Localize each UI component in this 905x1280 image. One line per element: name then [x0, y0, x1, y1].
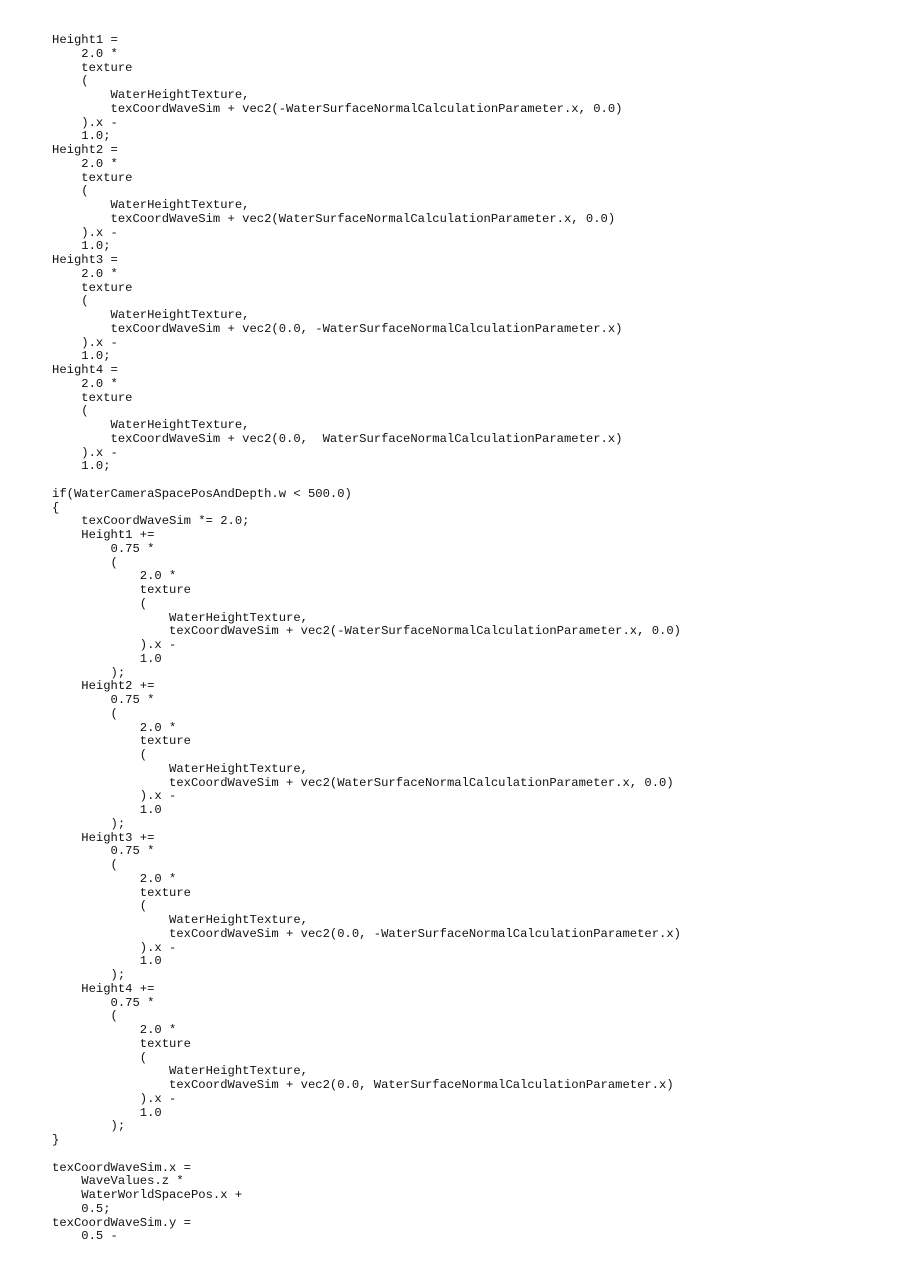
code-line — [52, 1148, 681, 1162]
code-line: 1.0; — [52, 239, 111, 254]
code-line: 1.0 — [52, 803, 162, 817]
code-line: 2.0 * — [52, 266, 118, 281]
code-line: Height3 = — [52, 253, 118, 267]
code-line: ( — [52, 74, 89, 89]
code-line: texCoordWaveSim + vec2(0.0, -WaterSurfaceNormalCalculationParameter.x) — [52, 926, 681, 941]
code-line: Height3 += — [52, 830, 155, 845]
code-line: } — [52, 1133, 60, 1147]
code-line: texCoordWaveSim + vec2(WaterSurfaceNormalCalculationParameter.x, 0.0) — [52, 211, 616, 226]
code-line: WaterHeightTexture, — [52, 761, 308, 776]
code-line: Height1 += — [52, 528, 155, 542]
code-line: ).x - — [52, 1091, 177, 1106]
code-line: 1.0; — [52, 459, 111, 474]
code-line: texture — [52, 885, 191, 900]
code-line: ); — [52, 968, 126, 982]
code-line: 2.0 * — [52, 720, 177, 735]
code-line: texCoordWaveSim + vec2(0.0, -WaterSurfaceNormalCalculationParameter.x) — [52, 321, 623, 336]
code-line: ).x - — [52, 225, 118, 240]
code-line: texture — [52, 170, 133, 185]
code-line: texture — [52, 390, 133, 405]
code-line — [52, 474, 681, 488]
code-line: ); — [52, 1119, 126, 1134]
code-line: ( — [52, 899, 148, 914]
code-line: ( — [52, 858, 118, 872]
code-line: texCoordWaveSim.y = — [52, 1215, 191, 1230]
code-line: texture — [52, 1036, 191, 1051]
code-line: ).x - — [52, 940, 177, 955]
code-line: WaterHeightTexture, — [52, 610, 308, 625]
code-line: 1.0; — [52, 349, 111, 364]
code-line: WaterWorldSpacePos.x + — [52, 1188, 243, 1202]
code-line: texCoordWaveSim *= 2.0; — [52, 514, 250, 529]
code-line: Height4 += — [52, 981, 155, 996]
code-line: WaterHeightTexture, — [52, 198, 250, 212]
code-line: Height2 += — [52, 679, 155, 694]
code-line: ( — [52, 555, 118, 570]
code-line: if(WaterCameraSpacePosAndDepth.w < 500.0) — [52, 486, 352, 501]
code-line: 2.0 * — [52, 1023, 177, 1037]
code-line: Height4 = — [52, 363, 118, 377]
code-line: 1.0 — [52, 1105, 162, 1120]
code-line: WaterHeightTexture, — [52, 308, 250, 322]
code-line: ( — [52, 1050, 148, 1065]
code-line: 2.0 * — [52, 46, 118, 61]
code-line: ( — [52, 404, 89, 419]
code-line: WaterHeightTexture, — [52, 418, 250, 432]
code-line: texCoordWaveSim + vec2(0.0, WaterSurfaceNormalCalculationParameter.x) — [52, 431, 623, 446]
code-line: 0.5; — [52, 1201, 111, 1216]
code-line: ).x - — [52, 789, 177, 804]
code-line: 2.0 * — [52, 156, 118, 171]
code-line: ( — [52, 596, 148, 611]
code-line: ( — [52, 748, 148, 762]
code-line: Height2 = — [52, 143, 118, 157]
code-line: 0.75 * — [52, 995, 155, 1010]
code-line: 2.0 * — [52, 376, 118, 391]
code-line: texture — [52, 60, 133, 75]
code-line: texture — [52, 583, 191, 597]
code-line: WaterHeightTexture, — [52, 88, 250, 102]
code-line: texCoordWaveSim.x = — [52, 1160, 191, 1175]
code-line: texCoordWaveSim + vec2(-WaterSurfaceNormalCalculationParameter.x, 0.0) — [52, 101, 623, 116]
code-line: 2.0 * — [52, 871, 177, 886]
code-line: texture — [52, 280, 133, 295]
code-line: ).x - — [52, 638, 177, 652]
code-line: WaveValues.z * — [52, 1174, 184, 1189]
code-line: ).x - — [52, 445, 118, 460]
code-line: 0.5 - — [52, 1229, 118, 1244]
code-line: ); — [52, 816, 126, 831]
code-line: WaterHeightTexture, — [52, 913, 308, 927]
code-line: ).x - — [52, 115, 118, 130]
code-line: 0.75 * — [52, 844, 155, 859]
code-line: ); — [52, 665, 126, 680]
code-line: 0.75 * — [52, 693, 155, 707]
code-line: texCoordWaveSim + vec2(-WaterSurfaceNormalCalculationParameter.x, 0.0) — [52, 624, 681, 639]
code-line: 1.0; — [52, 129, 111, 144]
code-line: ).x - — [52, 335, 118, 350]
code-line: WaterHeightTexture, — [52, 1064, 308, 1079]
code-line: ( — [52, 1009, 118, 1024]
code-line: texCoordWaveSim + vec2(WaterSurfaceNormalCalculationParameter.x, 0.0) — [52, 775, 674, 790]
code-line: ( — [52, 294, 89, 309]
code-line: { — [52, 500, 60, 515]
code-line: texCoordWaveSim + vec2(0.0, WaterSurfaceNormalCalculationParameter.x) — [52, 1078, 674, 1092]
code-line: 0.75 * — [52, 541, 155, 556]
code-line: 1.0 — [52, 954, 162, 969]
code-line: Height1 = — [52, 33, 118, 47]
shader-code-block — [52, 34, 681, 1244]
code-line: ( — [52, 706, 118, 721]
code-line: 2.0 * — [52, 569, 177, 584]
code-line: texture — [52, 734, 191, 749]
code-line: 1.0 — [52, 651, 162, 666]
code-line: ( — [52, 184, 89, 199]
